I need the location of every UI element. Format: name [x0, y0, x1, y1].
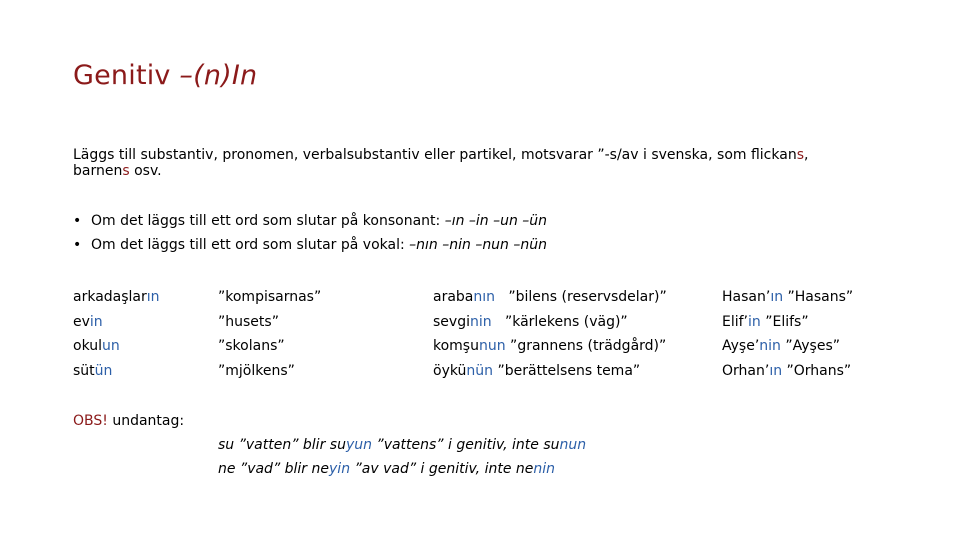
word-suffix: ın [769, 362, 783, 379]
exception-line [218, 437, 586, 461]
word-suffix: ün [94, 362, 113, 379]
word-gloss: ”Ayşes” [780, 338, 840, 354]
word-suffix: in [89, 313, 103, 330]
list-item [433, 338, 667, 363]
note-suffix: nin [533, 461, 556, 477]
intro-text: barne [73, 163, 114, 179]
turkish-words-column [73, 289, 160, 387]
list-item [433, 314, 667, 339]
word-stem: Orhan’ [722, 362, 770, 379]
word-stem: okul [73, 338, 103, 354]
word-suffix: ın [146, 289, 160, 305]
bullet-item [73, 237, 547, 261]
word-gloss: ”Elifs” [760, 313, 809, 330]
intro-text: , [804, 147, 809, 163]
bullet-text: Om det läggs till ett ord som slutar på konsonant: [91, 213, 445, 229]
intro-highlight: s [796, 147, 804, 163]
word-stem: arkadaşlar [73, 289, 147, 305]
note-text: ”vattens” i genitiv, inte su [371, 437, 560, 453]
word-gloss: ”berättelsens tema” [493, 362, 641, 379]
list-item [73, 363, 160, 388]
bullet-suffixes: –nın –nin –nun –nün [409, 237, 548, 253]
list-item [722, 363, 853, 388]
note-text: ne ”vad” blir ne [218, 461, 330, 477]
obs-label: OBS! [73, 413, 108, 429]
list-item: ”mjölkens” [218, 362, 295, 379]
bullet-suffixes: –ın –in –un –ün [444, 213, 548, 229]
word-suffix: nun [478, 338, 506, 354]
bullet-list [73, 213, 547, 261]
list-item [73, 314, 160, 339]
word-suffix: in [748, 313, 761, 330]
proper-names-column [722, 289, 853, 387]
word-gloss: ”Orhans” [782, 362, 852, 379]
word-gloss: ”bilens (reservsdelar)” [495, 289, 667, 305]
word-stem: süt [73, 362, 95, 379]
word-suffix: nin [759, 338, 781, 354]
title-suffix: –(n)In [179, 60, 258, 91]
word-gloss: ”Hasans” [783, 289, 854, 305]
intro-highlight: s [122, 163, 130, 179]
exception-notes [218, 437, 586, 485]
note-suffix: yun [345, 437, 372, 453]
intro-text: Läggs till substantiv, pronomen, verbalsubstantiv eller partikel, motsvarar ”-s/av i svenska, som flicka [73, 147, 788, 163]
bullet-item [73, 213, 547, 237]
word-stem: Ayşe’ [722, 338, 760, 354]
word-stem: Elif’ [722, 313, 749, 330]
note-text: su ”vatten” blir su [218, 437, 346, 453]
list-item [722, 314, 853, 339]
intro-highlight: n [113, 163, 123, 179]
word-stem: öykü [433, 362, 467, 379]
word-gloss: ”grannens (trädgård)” [505, 338, 667, 354]
word-gloss: ”kärlekens (väg)” [491, 313, 628, 330]
intro-highlight: n [787, 147, 797, 163]
list-item: ”skolans” [218, 338, 285, 354]
bullet-dot: • [73, 213, 82, 229]
list-item [433, 289, 667, 314]
list-item: ”husets” [218, 313, 279, 330]
swedish-glosses-column [218, 289, 321, 387]
bullet-dot: • [73, 237, 82, 253]
slide-title [73, 60, 257, 91]
word-suffix: ın [770, 289, 784, 305]
note-suffix: yin [329, 461, 351, 477]
word-stem: Hasan’ [722, 289, 771, 305]
word-suffix: un [102, 338, 120, 354]
title-plain: Genitiv [73, 60, 180, 91]
word-suffix: nin [469, 313, 492, 330]
list-item [433, 363, 667, 388]
word-stem: sevgi [433, 313, 470, 330]
word-stem: ev [73, 313, 90, 330]
bullet-text: Om det läggs till ett ord som slutar på vokal: [91, 237, 410, 253]
note-text: ”av vad” i genitiv, inte ne [350, 461, 534, 477]
word-stem: araba [433, 289, 474, 305]
list-item [722, 289, 853, 314]
list-item [73, 289, 160, 314]
obs-text: undantag: [107, 413, 185, 429]
word-stem: komşu [433, 338, 479, 354]
intro-paragraph [73, 147, 913, 179]
list-item [73, 338, 160, 363]
list-item: ”kompisarnas” [218, 289, 322, 305]
list-item [722, 338, 853, 363]
exception-line [218, 461, 586, 485]
note-suffix: nun [559, 437, 587, 453]
intro-text: osv. [129, 163, 162, 179]
word-suffix: nın [473, 289, 496, 305]
word-suffix: nün [466, 362, 494, 379]
exception-heading [73, 413, 184, 429]
vowel-words-column [433, 289, 667, 387]
